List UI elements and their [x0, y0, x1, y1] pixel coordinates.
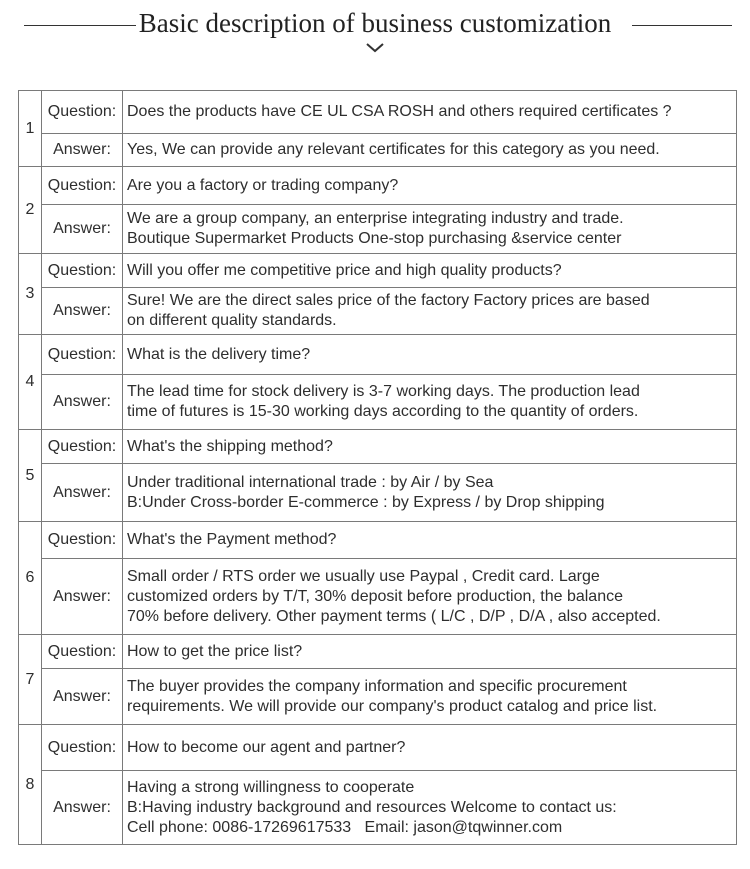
answer-line: Under traditional international trade : by Air / by Sea	[127, 473, 494, 491]
answer-line: requirements. We will provide our company's product catalog and price list.	[127, 697, 658, 715]
answer-text	[123, 134, 737, 167]
question-text: Are you a factory or trading company?	[123, 167, 737, 205]
answer-row	[19, 559, 737, 635]
answer-label: Answer:	[42, 464, 123, 522]
answer-line: Having a strong willingness to cooperate	[127, 778, 415, 796]
faq-number: 8	[19, 725, 42, 845]
answer-label: Answer:	[42, 134, 123, 167]
faq-number: 2	[19, 167, 42, 254]
answer-line: Small order / RTS order we usually use Paypal , Credit card. Large	[127, 567, 600, 585]
faq-number: 3	[19, 254, 42, 335]
answer-text	[123, 464, 737, 522]
question-label: Question:	[42, 725, 123, 771]
faq-number: 7	[19, 635, 42, 725]
question-text: How to become our agent and partner?	[123, 725, 737, 771]
answer-line: on different quality standards.	[127, 312, 337, 329]
answer-line: customized orders by T/T, 30% deposit before production, the balance	[127, 587, 623, 605]
question-row	[19, 335, 737, 375]
question-label: Question:	[42, 430, 123, 464]
answer-line: We are a group company, an enterprise integrating industry and trade.	[127, 210, 624, 227]
answer-label: Answer:	[42, 375, 123, 430]
question-text: What's the shipping method?	[123, 430, 737, 464]
answer-row	[19, 134, 737, 167]
question-row	[19, 167, 737, 205]
answer-text	[123, 559, 737, 635]
question-label: Question:	[42, 522, 123, 559]
faq-number: 4	[19, 335, 42, 430]
question-row	[19, 254, 737, 288]
answer-text	[123, 205, 737, 254]
question-text: How to get the price list?	[123, 635, 737, 669]
answer-row	[19, 771, 737, 845]
question-text: Will you offer me competitive price and high quality products?	[123, 254, 737, 288]
question-label: Question:	[42, 335, 123, 375]
answer-label: Answer:	[42, 559, 123, 635]
answer-text	[123, 375, 737, 430]
answer-label: Answer:	[42, 669, 123, 725]
answer-label: Answer:	[42, 205, 123, 254]
question-row	[19, 725, 737, 771]
answer-row	[19, 205, 737, 254]
answer-line: 70% before delivery. Other payment terms ( L/C , D/P , D/A , also accepted.	[127, 607, 661, 625]
answer-line: B:Having industry background and resources Welcome to contact us:	[127, 798, 617, 816]
question-label: Question:	[42, 635, 123, 669]
answer-row	[19, 375, 737, 430]
answer-row	[19, 464, 737, 522]
answer-line: The lead time for stock delivery is 3-7 working days. The production lead	[127, 383, 640, 400]
question-label: Question:	[42, 91, 123, 134]
answer-line: Cell phone: 0086-17269617533 Email: jason@tqwinner.com	[127, 818, 563, 836]
answer-label: Answer:	[42, 771, 123, 845]
answer-line: The buyer provides the company information and specific procurement	[127, 677, 627, 695]
answer-row	[19, 288, 737, 335]
answer-line: Sure! We are the direct sales price of the factory Factory prices are based	[127, 292, 650, 309]
question-label: Question:	[42, 167, 123, 205]
question-row	[19, 91, 737, 134]
answer-line: B:Under Cross-border E-commerce : by Express / by Drop shipping	[127, 493, 605, 511]
answer-text	[123, 669, 737, 725]
question-row	[19, 635, 737, 669]
answer-text	[123, 771, 737, 845]
question-text: Does the products have CE UL CSA ROSH and others required certificates ?	[123, 91, 737, 134]
answer-row	[19, 669, 737, 725]
question-row	[19, 522, 737, 559]
page-header	[0, 0, 750, 70]
question-label: Question:	[42, 254, 123, 288]
faq-number: 6	[19, 522, 42, 635]
answer-text	[123, 288, 737, 335]
question-text: What's the Payment method?	[123, 522, 737, 559]
header-rule-right	[632, 25, 732, 26]
faq-table	[18, 90, 737, 845]
question-text: What is the delivery time?	[123, 335, 737, 375]
question-row	[19, 430, 737, 464]
chevron-down-icon	[365, 42, 385, 54]
faq-number: 1	[19, 91, 42, 167]
answer-line: time of futures is 15-30 working days according to the quantity of orders.	[127, 403, 639, 420]
faq-number: 5	[19, 430, 42, 522]
answer-label: Answer:	[42, 288, 123, 335]
page-title: Basic description of business customization	[138, 8, 612, 38]
answer-line: Yes, We can provide any relevant certificates for this category as you need.	[127, 141, 660, 158]
answer-line: Boutique Supermarket Products One-stop purchasing &service center	[127, 230, 622, 247]
